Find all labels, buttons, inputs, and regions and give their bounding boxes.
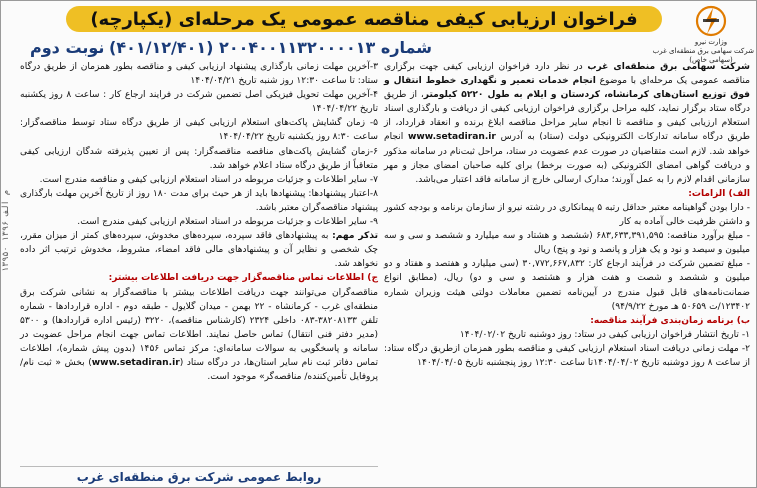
footer-signature: روابط عمومی شرکت برق منطقه‌ای غرب: [76, 470, 322, 484]
logo-company-text: شرکت سهامی برق منطقه‌ای غرب: [652, 47, 754, 55]
schedule-item-1: ۱- تاریخ انتشار فراخوان ارزیابی کیفی در ستاد: روز دوشنبه تاریخ ۱۴۰۴/۰۲/۰۲: [459, 329, 750, 340]
left-column: [20, 60, 378, 384]
section-a-heading: الف) الزامات:: [688, 188, 750, 199]
schedule-item-5: ۵- زمان گشایش پاکت‌های استعلام ارزیابی کیفی از طریق درگاه ستاد توسط مناقصه‌گزار: ساعت ۸:۳۰ روز یکشنبه تاریخ ۱۴۰۴/۰۴/۲۲: [20, 118, 378, 143]
intro-subject: انجام خدمات تعمیر و نگهداری خطوط انتقال و فوق توزیع استان‌های کرمانشاه، کردستان و ایلام به طول ۵۲۲۰ کیلومتر: [384, 76, 750, 101]
schedule-item-7: ۷- سایر اطلاعات و جزئیات مربوطه در اسناد استعلام ارزیابی کیفی و مناقصه مندرج است.: [39, 174, 378, 185]
contact-text-1: مناقصه‌گران می‌توانند جهت دریافت اطلاعات بیشتر با مناقصه‌گزار به نشانی شرکت برق منطقه‌ای غرب - کرمانشاه - ۲۲ بهمن - میدان گلایول - طبقه دوم - اداره قراردادها - شماره تلفن ۳۸۲۰۸۱۳۳-۰۸۳ داخلی ۲۳۲۴ (کارشناس مناقصه)، ۳۲۲۰ (رئیس اداره قراردادها) و ۵۳۰۰ (مدیر دفتر فنی انتقال) تماس حاصل نمایند. اطلاعات تماس جهت انجام مراحل عضویت در سامانه و پاسخگویی به سوالات سامانه‌ای: مرکز تماس ۱۴۵۶ (بدون پیش شماره)، اطلاعات تماس دفاتر ثبت نام سایر استان‌ها، در درگاه ستاد (: [20, 287, 378, 368]
section-b-heading: ب) برنامه زمان‌بندی فرآیند مناقصه:: [590, 315, 750, 326]
setad-link[interactable]: www.setadiran.ir: [407, 132, 496, 143]
intro-text-2: ، از طریق درگاه ستاد برگزار نماید، کلیه مراحل برگزاری فراخوان ارزیابی کیفی از دریافت و بارگذاری اسناد استعلام ارزیابی کیفی و مناقصه تا انجام سایر مراحل مناقصه ابلاغ برنده و انعقاد قرارداد، از طریق درگاه سامانه تدارکات الکترونیکی دولت (ستاد) به آدرس: [384, 90, 750, 143]
right-column: [384, 60, 750, 370]
schedule-item-6: ۶-زمان گشایش پاکت‌های مناقصه مناقصه‌گزار: پس از تعیین پذیرفته شدگان ارزیابی کیفی متعاقباً از طریق درگاه ستاد اعلام خواهد شد.: [20, 146, 378, 171]
company-logo: [652, 5, 754, 65]
contact-paragraph: [20, 286, 378, 385]
intro-text-1: در نظر دارد فراخوان ارزیابی کیفی جهت برگزاری مناقصه عمومی یک مرحله‌ای با موضوع: [384, 62, 750, 87]
footer-divider: [20, 466, 378, 467]
logo-type-text: (سهامی خاص): [689, 56, 733, 64]
note-text: به پیشنهادهای فاقد سپرده، سپرده‌های مخدوش، سپرده‌های کمتر از میزان مقرر، چک شخصی و نظایر آن و پیشنهادهای مالی فاقد امضاء، مشروط، مخدوش ترتیب اثر داده نخواهد شد.: [20, 231, 378, 270]
intro-text-3: انجام خواهد شد. لازم است متقاضیان در صورت عدم عضویت در ستاد، مراحل ثبت‌نام در سامانه مذکور و دریافت گواهی امضای الکترونیکی (به صورت برخط) برای کلیه صاحبان امضای مجاز و مهر سازمانی اقدام لازم را به عمل آورند؛ مدارک ارسالی خارج از سامانه فاقد اعتبار می‌باشد.: [384, 132, 750, 185]
contact-setad-link[interactable]: www.setadiran.ir: [91, 357, 180, 368]
number-row: [20, 38, 660, 60]
requirement-3: - مبلغ تضمین شرکت در فرآیند ارجاع کار: ۳۰,۷۷۲,۶۶۷,۸۳۲ (سی میلیارد و هفتصد و هفتاد و دو میلیون و ششصد و شصت و هفت هزار و هشتصد و سی و دو) ریال، (مطابق انواع ضمانت‌نامه‌های قابل قبول مندرج در آیین‌نامه تضمین معاملات دولتی هیئت وزیران شماره ۱۲۳۴۰۲/ت ۵۰۶۵۹ هـ مورخ ۹۴/۹/۲۲): [384, 259, 750, 312]
requirement-1: - دارا بودن گواهینامه معتبر حداقل رتبه ۵ پیمانکاری در رشته نیرو از سازمان برنامه و بودجه کشور و داشتن ظرفیت خالی آماده به کار: [384, 202, 750, 228]
tender-number: شماره ۲۰۰۴۰۰۱۱۳۲۰۰۰۰۱۳ (۴۰۱/۱۲/۴۰۱): [109, 38, 432, 57]
title-banner: [66, 6, 662, 32]
intro-company: شرکت سهامی برق منطقه‌ای غرب: [587, 62, 750, 72]
side-strip: [0, 190, 14, 488]
round-label: نوبت دوم: [30, 38, 105, 57]
schedule-item-4: ۴-آخرین مهلت تحویل فیزیکی اصل تضمین شرکت در فرایند ارجاع کار : ساعت ۸ روز یکشنبه تاریخ ۱۴۰۴/۰۴/۲۲: [20, 90, 378, 115]
logo-ministry-text: وزارت نیرو: [694, 38, 728, 46]
important-note: [20, 229, 378, 271]
schedule-item-3: ۳-آخرین مهلت زمانی بارگذاری پیشنهاد ارزیابی کیفی و مناقصه بطور همزمان از طریق درگاه ستاد: تا ساعت ۱۲:۳۰ روز شنبه تاریخ ۱۴۰۴/۰۴/۲۱: [20, 62, 378, 87]
schedule-item-9: ۹- سایر اطلاعات و جزئیات مربوطه در اسناد استعلام ارزیابی کیفی مندرج است.: [77, 217, 378, 228]
contact-text-2: ) بخش « ثبت نام/ پروفایل تأمین‌کننده/ مناقصه‌گر» موجود است.: [20, 357, 378, 383]
intro-paragraph: [384, 60, 750, 187]
notice-title: فراخوان ارزیابی کیفی مناقصه عمومی یک مرحله‌ای (یکپارچه): [90, 8, 638, 30]
schedule-item-2: ۲- مهلت زمانی دریافت اسناد استعلام ارزیابی کیفی و مناقصه بطور همزمان ازطریق درگاه ستاد: از ساعت ۸ روز دوشنبه تاریخ ۱۴۰۴/۰۴/۰۲تا ساعت ۱۲:۳۰ روز پنجشنبه تاریخ ۱۴۰۴/۰۴/۰۵: [384, 343, 750, 368]
section-c-heading: ج) اطلاعات تماس مناقصه‌گزار جهت دریافت اطلاعات بیشتر:: [108, 273, 378, 284]
electricity-logo-icon: [694, 5, 728, 37]
note-label: تذکر مهم:: [332, 231, 378, 242]
side-code-text: ۱۳۹۵۰ م الف ۱۳۹۶: [1, 190, 11, 272]
schedule-item-8: ۸-اعتبار پیشنهادها: پیشنهادها باید از هر حیث برای مدت ۱۸۰ روز از تاریخ آخرین مهلت بارگذاری پیشنهاد مناقصه‌گران معتبر باشد.: [20, 188, 379, 213]
requirement-2: - مبلغ برآورد مناقصه: ۶۸۳,۶۳۳,۳۹۱,۵۹۵ (ششصد و هشتاد و سه میلیارد و ششصد و سی و سه میلیون و سیصد و نود و یک هزار و پانصد و نود و پنج) ریال: [384, 231, 750, 256]
